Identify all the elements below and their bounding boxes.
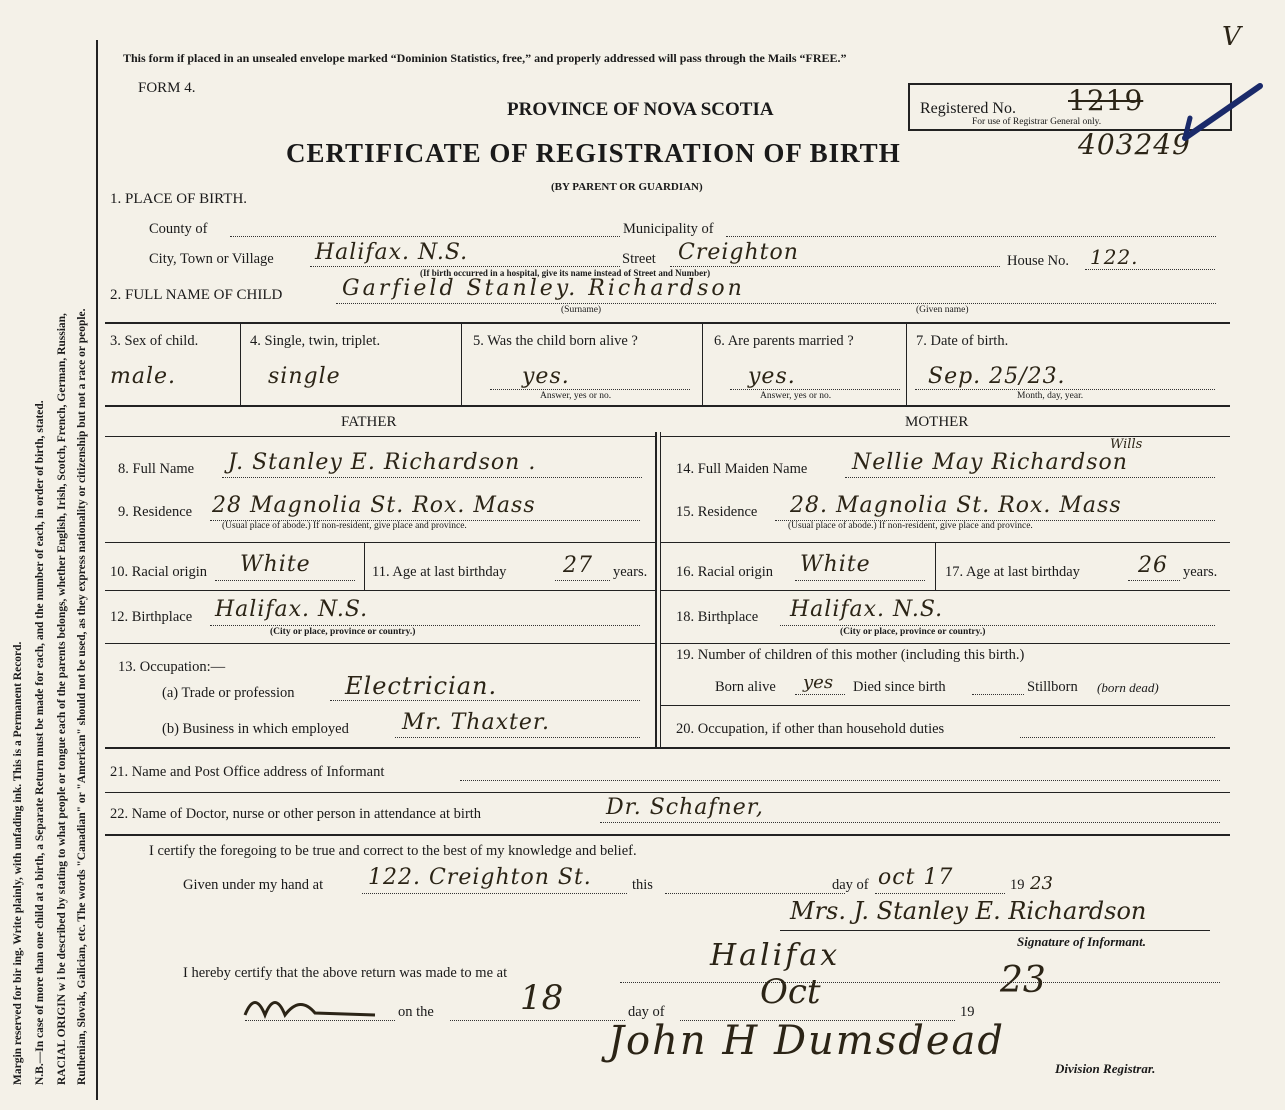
on-the-value: 18 [520,978,564,1018]
mother-racial-value: White [800,552,871,577]
county-line [230,236,620,237]
place-of-birth-label: 1. PLACE OF BIRTH. [110,191,248,207]
registrar-caption: Division Registrar. [1055,1061,1156,1076]
house-line [1085,269,1215,270]
house-value: 122. [1090,245,1139,269]
house-label: House No. [1007,253,1070,269]
year-prefix: 19 [1010,877,1025,893]
margin-note-3: RACIAL ORIGIN w i be described by stating to what people or tongue each of the parents belongs, whether English, Irish, Scotch, French, German, Russian, [56,313,68,1085]
certificate-subtitle: (BY PARENT OR GUARDIAN) [551,181,703,193]
margin-note-2: N.B.—In case of more than one child at a birth, a Separate Return must be made for each, and the number of each, in order of birth, stated. [34,400,46,1085]
died-since-birth-label: Died since birth [853,679,946,695]
born-alive-label: 5. Was the child born alive ? [473,333,638,349]
child-name-label: 2. FULL NAME OF CHILD [110,287,283,303]
father-birthplace-value: Halifax. N.S. [215,597,369,622]
trade-label: (a) Trade or profession [162,685,295,701]
children-count-label: 19. Number of children of this mother (including this birth.) [676,647,1025,663]
certification-statement: I certify the foregoing to be true and correct to the best of my knowledge and belief. [149,843,637,859]
handwritten-number: 403249 [1078,128,1191,161]
father-years-label: years. [613,564,648,580]
child-name-value: Garfield Stanley. Richardson [342,276,745,301]
city-label: City, Town or Village [149,251,274,267]
column-divider [655,432,657,747]
street-line [670,266,1000,267]
day-of-label-2: day of [628,1004,665,1020]
father-name-label: 8. Full Name [118,461,195,477]
mother-residence-note: (Usual place of abode.) If non-resident, give place and province. [788,521,1033,531]
mother-years-label: years. [1183,564,1218,580]
month-value: Oct [760,972,821,1012]
form-number: FORM 4. [138,80,196,96]
municipality-label: Municipality of [623,221,714,237]
mother-age-value: 26 [1138,553,1168,578]
dob-note: Month, day, year. [1017,391,1084,401]
this-label: this [632,877,653,893]
given-place-value: 122. Creighton St. [368,865,592,890]
hospital-note: (If birth occurred in a hospital, give its name instead of Street and Number) [420,268,711,278]
occupation-label: 13. Occupation:— [118,659,226,675]
mother-birthplace-label: 18. Birthplace [676,609,759,625]
mail-notice: This form if placed in an unsealed envelope marked “Dominion Statistics, free,” and properly addressed will pass through the Mails “FREE.” [123,51,847,65]
given-under-label: Given under my hand at [183,877,324,893]
registrar-signature: John H Dumsdead [608,1018,1005,1064]
check-arrow-icon [1180,78,1270,148]
surname-note: (Surname) [561,305,602,315]
mother-racial-label: 16. Racial origin [676,564,774,580]
dob-label: 7. Date of birth. [916,333,1009,349]
year2-prefix: 19 [960,1004,975,1020]
father-residence-value: 28 Magnolia St. Rox. Mass [212,493,536,518]
day-of-label: day of [832,877,869,893]
mother-heading: MOTHER [905,414,969,430]
registered-value: 1219 [1068,84,1144,117]
on-the-label: on the [398,1004,434,1020]
county-label: County of [149,221,208,237]
street-label: Street [622,251,656,267]
business-value: Mr. Thaxter. [402,710,550,735]
trade-value: Electrician. [345,672,498,700]
province-heading: PROVINCE OF NOVA SCOTIA [507,99,774,120]
mother-name-value: Nellie May Richardson [852,450,1128,475]
informant-signature: Mrs. J. Stanley E. Richardson [790,897,1147,925]
registrar-statement: I hereby certify that the above return was made to me at [183,965,508,981]
father-age-label: 11. Age at last birthday [372,564,507,580]
father-racial-value: White [240,552,311,577]
father-residence-note: (Usual place of abode.) If non-resident, give place and province. [222,521,467,531]
mother-residence-value: 28. Magnolia St. Rox. Mass [790,493,1122,518]
mother-residence-label: 15. Residence [676,504,758,520]
mother-age-label: 17. Age at last birthday [945,564,1080,580]
registered-label: Registered No. [920,100,1016,117]
day-of-value: oct 17 [878,865,954,890]
father-birthplace-label: 12. Birthplace [110,609,193,625]
child-name-line [336,303,1216,304]
mother-occupation-label: 20. Occupation, if other than household duties [676,721,945,737]
certificate-title: CERTIFICATE OF REGISTRATION OF BIRTH [286,138,901,168]
mother-name-insert: Wills [1110,437,1143,452]
stillborn-note: (born dead) [1097,680,1159,695]
answer-note-married: Answer, yes or no. [760,391,832,401]
year-value: 23 [1030,873,1053,894]
answer-note-alive: Answer, yes or no. [540,391,612,401]
registrar-place-value: Halifax [710,938,841,973]
born-alive-count-value: yes [803,672,834,693]
dob-value: Sep. 25/23. [928,364,1066,389]
mother-birthplace-note: (City or place, province or country.) [840,627,986,637]
father-age-value: 27 [563,553,593,578]
married-value: yes. [748,364,796,389]
registrar-note: For use of Registrar General only. [972,117,1102,127]
father-residence-label: 9. Residence [118,504,193,520]
margin-note-4: Ruthenian, Slovak, Galician, etc. The words "Canadian" or "American" should not be used, as they express nationality or citizenship but not a race or people. [76,308,88,1085]
business-label: (b) Business in which employed [162,721,349,737]
multiple-label: 4. Single, twin, triplet. [250,333,381,349]
multiple-value: single [268,364,341,389]
informant-signature-caption: Signature of Informant. [1017,934,1146,949]
mother-name-label: 14. Full Maiden Name [676,461,808,477]
row-bottom-rule [105,405,1230,407]
year2-value: 23 [1000,960,1046,1001]
margin-rule [96,40,98,1100]
municipality-line [726,236,1216,237]
sex-value: male. [110,364,177,389]
margin-note-1: Margin reserved for bir ing. Write plainly, with unfading ink. This is a Permanent Record. [12,641,24,1085]
street-value: Creighton [678,240,799,265]
city-value: Halifax. N.S. [315,240,469,265]
born-alive-value: yes. [522,364,570,389]
stillborn-label: Stillborn [1027,679,1078,695]
father-heading: FATHER [341,414,397,430]
father-racial-label: 10. Racial origin [110,564,208,580]
father-birthplace-note: (City or place, province or country.) [270,627,416,637]
given-name-note: (Given name) [916,305,969,315]
mother-birthplace-value: Halifax. N.S. [790,597,944,622]
informant-label: 21. Name and Post Office address of Informant [110,764,385,780]
father-name-value: J. Stanley E. Richardson . [228,450,537,475]
doctor-value: Dr. Schafner, [606,795,764,820]
row-top-rule [105,322,1230,324]
doctor-label: 22. Name of Doctor, nurse or other person in attendance at birth [110,806,482,822]
sex-label: 3. Sex of child. [110,333,199,349]
corner-mark: V [1222,22,1241,52]
married-label: 6. Are parents married ? [714,333,854,349]
city-line [310,266,620,267]
born-alive-count-label: Born alive [715,679,776,695]
registrar-place-flourish [240,985,380,1030]
